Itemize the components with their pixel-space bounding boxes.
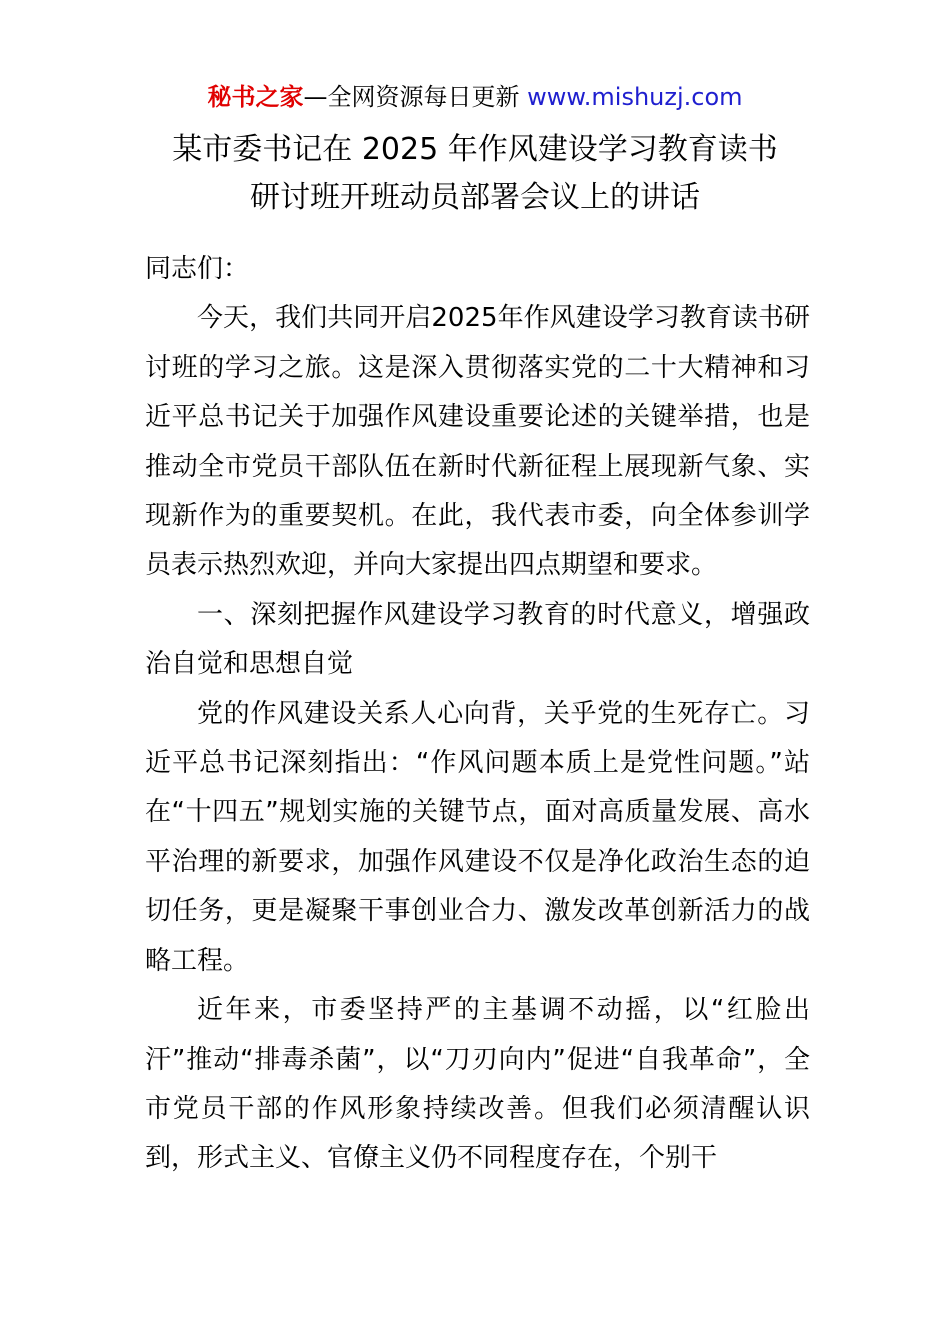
salutation: 同志们： — [145, 254, 250, 284]
section-heading-1: 一、深刻把握作风建设学习教育的时代意义，增强政治自觉和思想自觉 — [145, 599, 810, 680]
title-line-1: 某市委书记在 2025 年作风建设学习教育读书 — [172, 132, 778, 167]
paragraph-style-importance: 党的作风建设关系人心向背，关乎党的生死存亡。习近平总书记深刻指出：“作风问题本质上是党性问题。”站在“十四五”规划实施的关键节点，面对高质量发展、高水平治理的新要求，加强作风建设不仅是净化政治生态的迫切任务，更是凝聚干事创业合力、激发改革创新活力的战略工程。 — [145, 698, 810, 976]
paragraph-recent-years: 近年来，市委坚持严的主基调不动摇，以“红脸出汗”推动“排毒杀菌”，以“刀刃向内”促进“自我革命”，全市党员干部的作风形象持续改善。但我们必须清醒认识到，形式主义、官僚主义仍不同程度存在，个别干 — [145, 995, 810, 1174]
site-header — [0, 80, 950, 114]
document-title — [0, 126, 950, 222]
site-link[interactable]: www.mishuzj.com — [527, 83, 743, 111]
title-line-2: 研讨班开班动员部署会议上的讲话 — [250, 180, 700, 215]
document-body — [145, 245, 810, 1184]
header-tagline: —全网资源每日更新 — [303, 83, 520, 111]
brand-name: 秘书之家 — [207, 83, 304, 111]
paragraph-opening: 今天，我们共同开启2025年作风建设学习教育读书研讨班的学习之旅。这是深入贯彻落实党的二十大精神和习近平总书记关于加强作风建设重要论述的关键举措，也是推动全市党员干部队伍在新时代新征程上展现新气象、实现新作为的重要契机。在此，我代表市委，向全体参训学员表示热烈欢迎，并向大家提出四点期望和要求。 — [145, 303, 810, 581]
